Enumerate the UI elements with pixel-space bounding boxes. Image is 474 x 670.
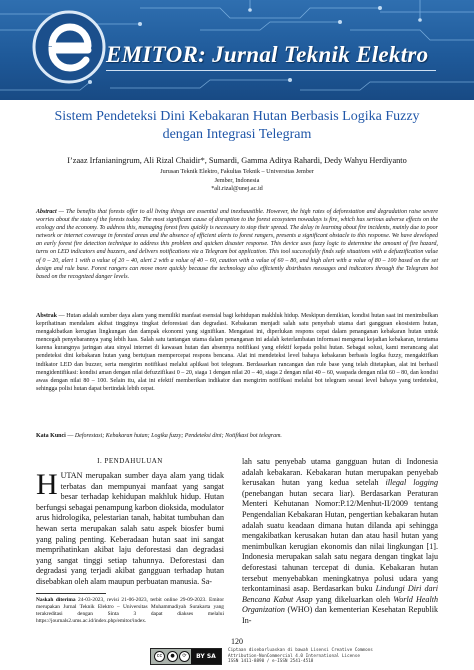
journal-name: EMITOR: Jurnal Teknik Elektro xyxy=(106,42,429,67)
license-line-2: Attribution-NonCommercial 4.0 International License xyxy=(228,653,360,659)
attribution-person-icon: ● xyxy=(167,651,178,662)
left-column xyxy=(36,457,224,625)
journal-banner xyxy=(0,0,474,100)
cc-license-badge[interactable] xyxy=(150,648,222,665)
license-line-1: Ciptaan disebarluaskan di bawah Lisensi Creative Commons xyxy=(228,648,373,653)
license-text xyxy=(228,648,378,665)
footnote-label: Naskah diterima xyxy=(36,596,76,603)
title-line-2: dengan Integrasi Telegram xyxy=(162,127,312,142)
abstrak-text: Hutan adalah sumber daya alam yang memiliki manfaat esensial bagi kehidupan makhluk hidup. Meskipun demikian, kondisi hutan saat ini menimbulkan keprihatinan mendalam akibat tingginya tingkat deforestasi dan degradasi. Kebakaran menjadi salah satu penyebab utama dari gangguan ekosistem hutan, mengakibatkan kerugian lingkungan dan dampak ekonomi yang signifikan. Mengatasi ini, diperlukan respons cepat dalam penanganan kebakaran hutan untuk mencegah penyebarannya yang lebih luas. Salah satu tantangan utama dalam penanganan ini adalah keterlambatan informasi mengenai kejadian kebakaran, terutama karena kurangnya jaringan atau sinyal internet di kawasan hutan dan absennya notifikasi yang efektif kepada polisi hutan. Sebagai solusi, kami merancang alat pendeteksi dini kebakaran hutan yang bertujuan mempercepat respons bencana. Alat ini mendeteksi level bahaya kebakaran berbasis logika fuzzy, mengaktifkan indikator LED dan buzzer, serta mengirim notifikasi melalui aplikasi bot telegram. Berdasarkan rancangan dan rule base yang telah ditetapkan, alat ini berhasil mengidentifikasi: kondisi aman dengan nilai defuzzifikasi 0 – 20, siaga 1 dengan nilai 20 – 40, siaga 2 dengan nilai 40 – 60, waspada dengan nilai 60 – 80, dan kondisi awas dengan nilai 80 – 100. Selain itu, alat ini efektif memberikan indikator dan mengirim notifikasi melalui bot telegram sesuai level bahaya yang terdeteksi, sehingga polisi hutan dapat bertindak lebih cepat. xyxy=(36,313,438,392)
intro-right-emphasis-2: Lindungi Diri dari Bencana Kabut Asap xyxy=(242,584,438,604)
affiliation-line-2: Jember, Indonesia xyxy=(214,176,260,184)
license-line-3: ISSN 1411-8890 / e-ISSN 2541-4518 xyxy=(228,659,314,665)
abstrak-dash: — xyxy=(57,313,67,319)
corresponding-email: *ali.rizal@unej.ac.id xyxy=(211,185,263,192)
keywords-label: Kata Kunci xyxy=(36,433,66,439)
cc-icon: cc xyxy=(154,651,165,662)
footnote-divider xyxy=(36,593,106,594)
intro-left-paragraph xyxy=(36,468,224,588)
abstract-text: The benefits that forests offer to all living things are essential and inexhaustible. However, the high rates of deforestation and degradation raise severe worries about the state of the forests today. The most significant cause of disruption to the forest ecosystem nowadays is fire, which has serious adverse effects on the ecology and the economy. To address this, managing forest fires quickly is necessary to stop their spread. The delay in learning about fire incidents, mainly due to poor network or internet coverage in forested areas and the absence of efficient alerts to forest rangers, presents a significant obstacle to this response. We have developed an early forest fire detection technique to address this problem and quicken disaster response. This device uses fuzzy logic to determine the amount of fire hazard, turns on LED indicators and buzzers, and delivers notifications via a Telegram bot application. This tool successfully finds safe situations with a defuzzification value of 0 – 20, alert 1 with a value of 20 – 40, alert 2 with a value of 40 – 60, caution with a value of 60 – 80, and high alert with a value of 80 – 100 based on the set design and rule base. Forest rangers can move more quickly because the technology also efficiently distributes messages and indicators through the Telegram bot based on the recognized danger levels. xyxy=(36,209,438,280)
abstrak-label: Abstrak xyxy=(36,313,58,319)
license-block xyxy=(150,648,390,665)
intro-right-text-1: lah satu penyebab utama gangguan hutan di Indonesia adalah kebakaran. Kebakaran hutan merupakan penyebab kerusakan hutan yang kedua setelah xyxy=(242,457,438,488)
drop-cap: H xyxy=(36,468,58,501)
article-title xyxy=(20,108,454,144)
keywords xyxy=(36,432,438,440)
abstract-label: Abstract xyxy=(36,209,57,215)
affiliation-line-1: Jurusan Teknik Elektro, Fakultas Teknik – Universitas Jember xyxy=(160,168,314,175)
sa-label: SA xyxy=(206,653,216,660)
footnote-text: 24-03-2023, revisi 21-06-2023, terbit online 29-09-2023. Emitor merupakan Jurnal Teknik Elektro – Universitas Muhammadiyah Surakarta yang terakreditasi dengan Sinta 3 dapat diakses melalui https://journals2.ums.ac.id/index.php/emitor/index. xyxy=(36,596,224,624)
share-alike-icon: ⟳ xyxy=(179,651,190,662)
intro-right-emphasis-3: World Health Organization xyxy=(242,594,438,615)
keywords-text: Deforestasi; Kebakaran hutan; Logika fuzzy; Pendeteksi dini; Notifikasi bot telegram. xyxy=(74,433,282,439)
intro-right-text-3: yang dikeluarkan oleh xyxy=(312,594,394,604)
abstract-english xyxy=(36,208,438,281)
intro-left-text: UTAN merupakan sumber daya alam yang tidak terbatas dan mempunyai manfaat yang sangat besar terhadap kehidupan makhluk hidup. Hutan berfungsi sebagai penampung karbon dioksida, modulator arus hidrologika, pelestarian tanah, habitat tumbuhan dan hewan serta merupakan salah satu aspek biosfer bumi yang paling penting. Keberadaan hutan saat ini sangat memprihatinkan akibat laju deforestasi dan degradasi yang sangat tinggi setiap tahunnya. Deforestasi dan degradasi yang terjadi akibat gangguan terhadap hutan disebabkan oleh alam maupun perbuatan manusia. Sa- xyxy=(36,471,224,586)
title-line-1: Sistem Pendeteksi Dini Kebakaran Hutan Berbasis Logika Fuzzy xyxy=(54,109,420,124)
intro-right-emphasis-1: illegal logging xyxy=(385,478,438,488)
abstract-indonesian xyxy=(36,312,438,393)
affiliation xyxy=(20,168,454,194)
keywords-dash: — xyxy=(65,433,75,439)
abstract-dash: — xyxy=(56,209,66,215)
page-number: 120 xyxy=(231,637,243,646)
cc-by-sa-label xyxy=(191,649,221,664)
intro-right-text-2: (penebangan hutan secara liar). Berdasarkan Peraturan Menteri Kehutanan Nomor:P.12/Menhut-II/2009 tentang Pengendalian Kebakaran Hutan, pengertian kebakaran hutan adalah suatu keadaan dimana hutan dilanda api sehingga mengakibatkan kerusakan hutan dan atau hasil hutan yang menimbulkan kerugian ekonomis dan nilai lingkungan [1]. Indonesia merupakan salah satu negara dengan tingkat laju deforestasi tahunan tercepat di dunia. Kebakaran hutan tersebut menyebabkan meningkatnya polusi udara yang terkontaminasi asap. Berdasarkan buku xyxy=(242,488,438,594)
section-heading: I. PENDAHULUAN xyxy=(97,457,163,465)
banner-divider xyxy=(106,70,436,71)
emitor-logo-icon xyxy=(30,8,108,86)
by-label: BY xyxy=(196,653,205,660)
footnote xyxy=(36,597,224,625)
intro-right-text-4: (WHO) dan kementerian Kesehatan Republik In- xyxy=(242,605,438,625)
right-column xyxy=(242,457,438,627)
intro-right-paragraph xyxy=(242,457,438,627)
author-list: I’zaaz Irfanianingrum, Ali Rizal Chaidir*, Sumardi, Gamma Aditya Rahardi, Dedy Wahyu Herdiyanto xyxy=(67,156,407,165)
